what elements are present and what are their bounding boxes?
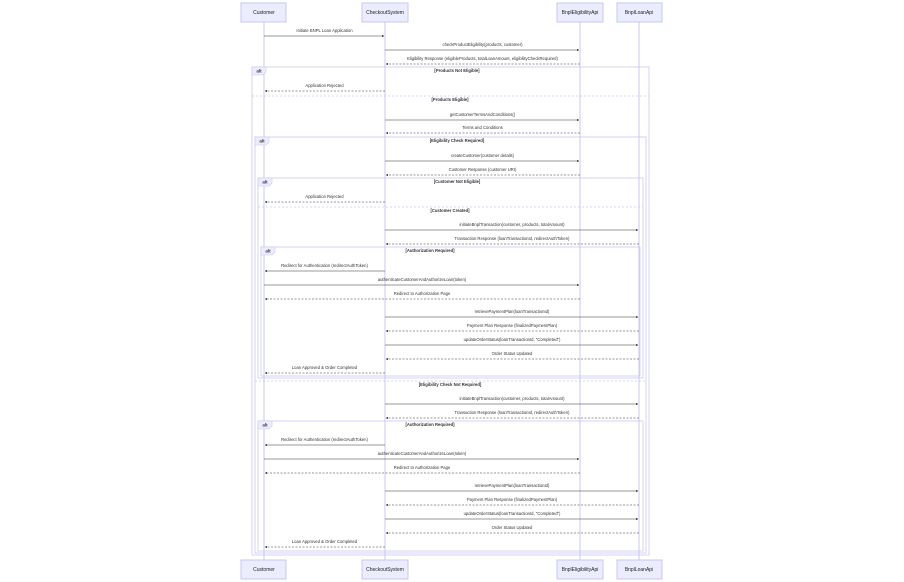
message-label: Loan Approved & Order Completed <box>291 365 358 370</box>
message-label: Order Status Updated <box>491 525 533 530</box>
messages <box>264 28 639 547</box>
message-label: initiateBnplTransaction(customer, products, totalAmount) <box>459 222 565 227</box>
alt-tag: alt <box>259 138 265 144</box>
message-label: createCustomer(customer details) <box>450 153 515 158</box>
actor-label: BnplLoanApi <box>624 567 654 573</box>
message-label: Redirect for Authentication (redirectAuthToken) <box>281 263 368 268</box>
actor-label: CheckoutSystem <box>366 10 404 16</box>
message-label: Transaction Response (loanTransactionId, redirectAuthToken) <box>454 410 570 415</box>
actor-bnpl-loan-api-top <box>617 3 662 22</box>
alt-tag: alt <box>256 68 262 74</box>
message-label: authenticateCustomerAndAuthorizeLoan(token) <box>377 277 467 282</box>
message-label: Payment Plan Response (finalizedPaymentPlan) <box>466 323 558 328</box>
alt-tag: alt <box>262 422 268 428</box>
message-label: Initiate BNPL Loan Application <box>296 28 353 33</box>
condition-products-not-eligible: [Products Not Eligible] <box>434 68 480 73</box>
actor-bnpl-loan-api-bottom <box>617 560 662 579</box>
condition-customer-created: [Customer Created] <box>430 208 470 213</box>
message-label: Redirect to Authorization Page <box>393 465 451 470</box>
message-label: Redirect for Authentication (redirectAuthToken) <box>281 437 368 442</box>
alt-tag: alt <box>262 179 268 185</box>
message-label: Application Rejected <box>305 83 344 88</box>
message-label: Eligibility Response (eligibleProducts, totalLoanAmount, eligibilityCheckRequired) <box>407 56 558 61</box>
actor-bnpl-eligibility-api-top <box>557 3 603 22</box>
actor-label: BnplLoanApi <box>624 10 654 16</box>
message-label: retrievePaymentPlan(loanTransactionId) <box>474 309 550 314</box>
message-label: updateOrderStatus(loanTransactionId, "Completed") <box>463 337 561 342</box>
actor-checkout-system-top <box>362 3 408 22</box>
actor-label: Customer <box>253 10 275 16</box>
actor-label: Customer <box>253 567 275 573</box>
actor-checkout-system-bottom <box>362 560 408 579</box>
message-label: authenticateCustomerAndAuthorizeLoan(token) <box>377 451 467 456</box>
actor-label: CheckoutSystem <box>366 567 404 573</box>
message-label: Customer Response (customer URI) <box>448 167 517 172</box>
message-label: Redirect to Authorization Page <box>393 291 451 296</box>
message-label: Order Status Updated <box>491 351 533 356</box>
message-label: checkProductEligibility(products, customer) <box>442 42 523 47</box>
actor-label: BnplEligibilityApi <box>561 10 599 16</box>
alt-tag: alt <box>265 248 271 254</box>
actor-customer-top <box>241 3 286 22</box>
condition-eligibility-check-not-required: [Eligibility Check Not Required] <box>418 382 482 387</box>
message-label: Loan Approved & Order Completed <box>291 539 358 544</box>
condition-authorization-required: [Authorization Required] <box>405 422 455 427</box>
condition-products-eligible: [Products Eligible] <box>431 97 469 102</box>
message-label: Terms and Conditions <box>462 125 503 130</box>
message-label: retrievePaymentPlan(loanTransactionId) <box>474 483 550 488</box>
message-label: initiateBnplTransaction(customer, products, totalAmount) <box>459 396 565 401</box>
actor-label: BnplEligibilityApi <box>561 567 599 573</box>
actor-bnpl-eligibility-api-bottom <box>557 560 603 579</box>
condition-customer-not-eligible: [Customer Not Eligible] <box>433 179 481 184</box>
message-label: Transaction Response (loanTransactionId, redirectAuthToken) <box>454 236 570 241</box>
condition-authorization-required: [Authorization Required] <box>405 248 455 253</box>
message-label: Payment Plan Response (finalizedPaymentPlan) <box>466 497 558 502</box>
actor-customer-bottom <box>241 560 286 579</box>
message-label: updateOrderStatus(loanTransactionId, "Completed") <box>463 511 561 516</box>
message-label: Application Rejected <box>305 194 344 199</box>
message-label: getCustomerTermsAndConditions() <box>449 112 516 117</box>
condition-eligibility-check-required: [Eligibility Check Required] <box>429 138 485 143</box>
